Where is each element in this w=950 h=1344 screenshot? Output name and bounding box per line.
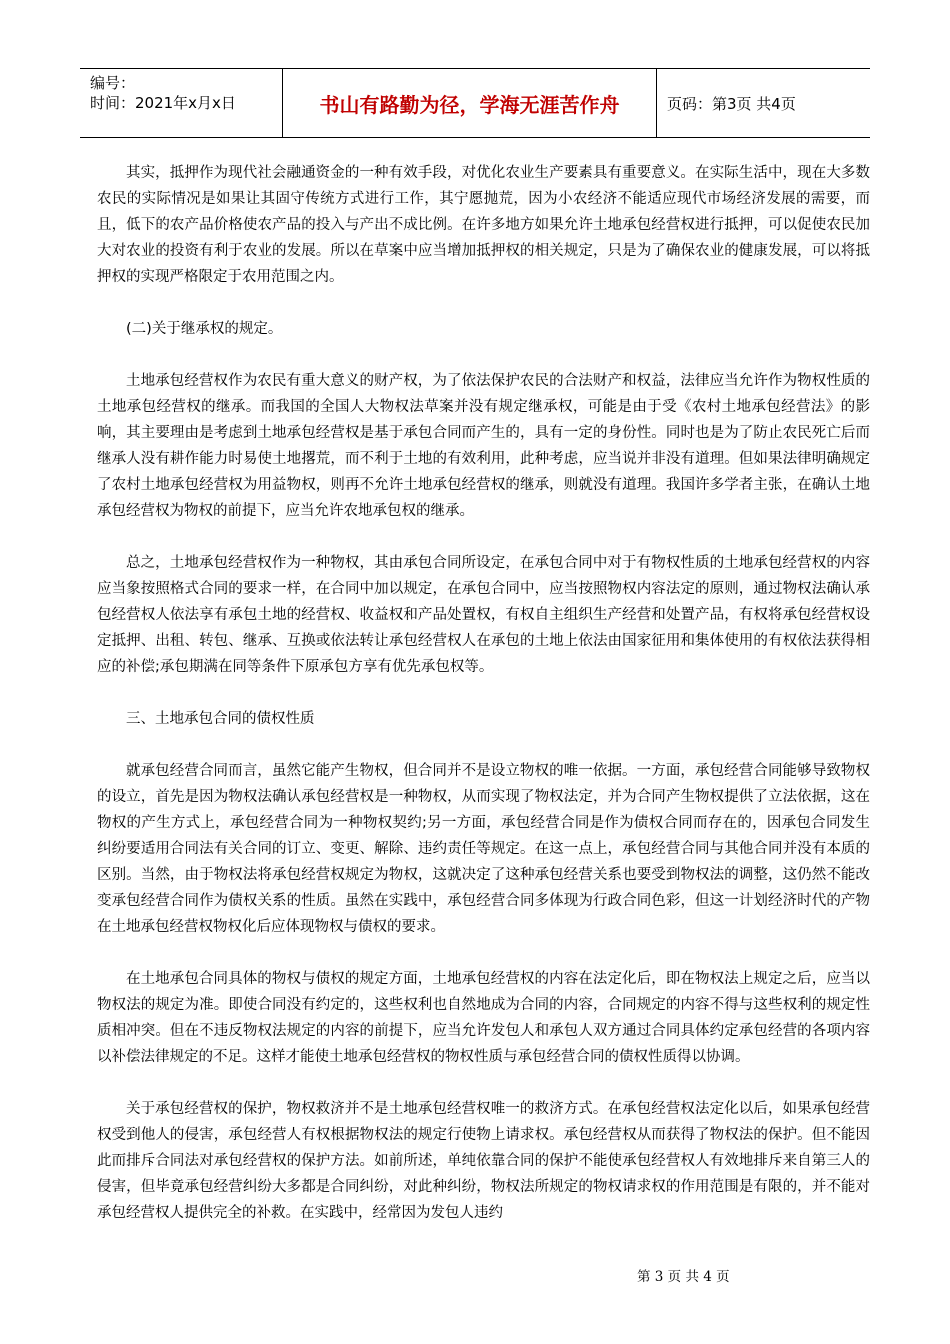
paragraph: 土地承包经营权作为农民有重大意义的财产权，为了依法保护农民的合法财产和权益，法律应当允许作为物权性质的土地承包经营权的继承。而我国的全国人大物权法草案并没有规定继承权，可能是由于受《农村土地承包经营法》的影响，其主要理由是考虑到土地承包经营权是基于承包合同而产生的，具有一定的身份性。同时也是为了防止农民死亡后而继承人没有耕作能力时易使土地撂荒，而不利于土地的有效利用，此种考虑，应当说并非没有道理。但如果法律明确规定了农村土地承包经营权为用益物权，则再不允许土地承包经营权的继承，则就没有道理。我国许多学者主张，在确认土地承包经营权为物权的前提下，应当允许农地承包权的继承。 — [97, 373, 870, 519]
paragraph: 在土地承包合同具体的物权与债权的规定方面，土地承包经营权的内容在法定化后，即在物权法上规定之后，应当以物权法的规定为准。即使合同没有约定的，这些权利也自然地成为合同的内容，合同规定的内容不得与这些权利的规定性质相冲突。但在不违反物权法规定的内容的前提下，应当允许发包人和承包人双方通过合同具体约定承包经营的各项内容以补偿法律规定的不足。这样才能使土地承包经营权的物权性质与承包经营合同的债权性质得以协调。 — [97, 971, 870, 1065]
paragraph: 就承包经营合同而言，虽然它能产生物权，但合同并不是设立物权的唯一依据。一方面，承包经营合同能够导致物权的设立，首先是因为物权法确认承包经营权是一种物权，从而实现了物权法定，并为合同产生物权提供了立法依据，这在物权的产生方式上，承包经营合同为一种物权契约;另一方面，承包经营合同是作为债权合同而存在的，因承包合同发生纠纷要适用合同法有关合同的订立、变更、解除、违约责任等规定。在这一点上，承包经营合同与其他合同并没有本质的区别。当然，由于物权法将承包经营权规定为物权，这就决定了这种承包经营关系也要受到物权法的调整，这仍然不能改变承包经营合同作为债权关系的性质。虽然在实践中，承包经营合同多体现为行政合同色彩，但这一计划经济时代的产物在土地承包经营权物权化后应体现物权与债权的要求。 — [97, 763, 870, 935]
header-meta — [80, 69, 283, 137]
paragraph: 其实，抵押作为现代社会融通资金的一种有效手段，对优化农业生产要素具有重要意义。在实际生活中，现在大多数农民的实际情况是如果让其固守传统方式进行工作，其宁愿抛荒，因为小农经济不能适应现代市场经济发展的需要，而且，低下的农产品价格使农产品的投入与产出不成比例。在许多地方如果允许土地承包经营权进行抵押，可以促使农民加大对农业的投资有利于农业的发展。所以在草案中应当增加抵押权的相关规定，只是为了确保农业的健康发展，可以将抵押权的实现严格限定于农用范围之内。 — [97, 165, 870, 285]
header-motto: 书山有路勤为径，学海无涯苦作舟 — [283, 69, 657, 137]
paragraph: 关于承包经营权的保护，物权救济并不是土地承包经营权唯一的救济方式。在承包经营权法定化以后，如果承包经营权受到他人的侵害，承包经营人有权根据物权法的规定行使物上请求权。承包经营权从而获得了物权法的保护。但不能因此而排斥合同法对承包经营权的保护方法。如前所述，单纯依靠合同的保护不能使承包经营权人有效地排斥来自第三人的侵害，但毕竟承包经营纠纷大多都是合同纠纷，对此种纠纷，物权法所规定的物权请求权的作用范围是有限的，并不能对承包经营权人提供完全的补救。在实践中，经常因为发包人违约 — [97, 1101, 870, 1221]
doc-date-label: 时间：2021年x月x日 — [90, 94, 236, 112]
header-page-number: 页码：第3页 共4页 — [667, 94, 796, 113]
paragraph: 总之，土地承包经营权作为一种物权，其由承包合同所设定，在承包合同中对于有物权性质的土地承包经营权的内容应当象按照格式合同的要求一样，在合同中加以规定，在承包合同中，应当按照物权内容法定的原则，通过物权法确认承包经营权人依法享有承包土地的经营权、收益权和产品处置权，有权自主组织生产经营和处置产品，有权将承包经营权设定抵押、出租、转包、继承、互换或依法转让承包经营权人在承包的土地上依法由国家征用和集体使用的有权依法获得相应的补偿;承包期满在同等条件下原承包方享有优先承包权等。 — [97, 555, 870, 675]
doc-number-label: 编号： — [90, 74, 136, 92]
document-body — [97, 160, 870, 1252]
page-footer: 第 3 页 共 4 页 — [637, 1269, 730, 1285]
page-header — [80, 68, 870, 138]
section-heading: (二)关于继承权的规定。 — [126, 321, 283, 337]
section-heading: 三、土地承包合同的债权性质 — [126, 711, 315, 727]
